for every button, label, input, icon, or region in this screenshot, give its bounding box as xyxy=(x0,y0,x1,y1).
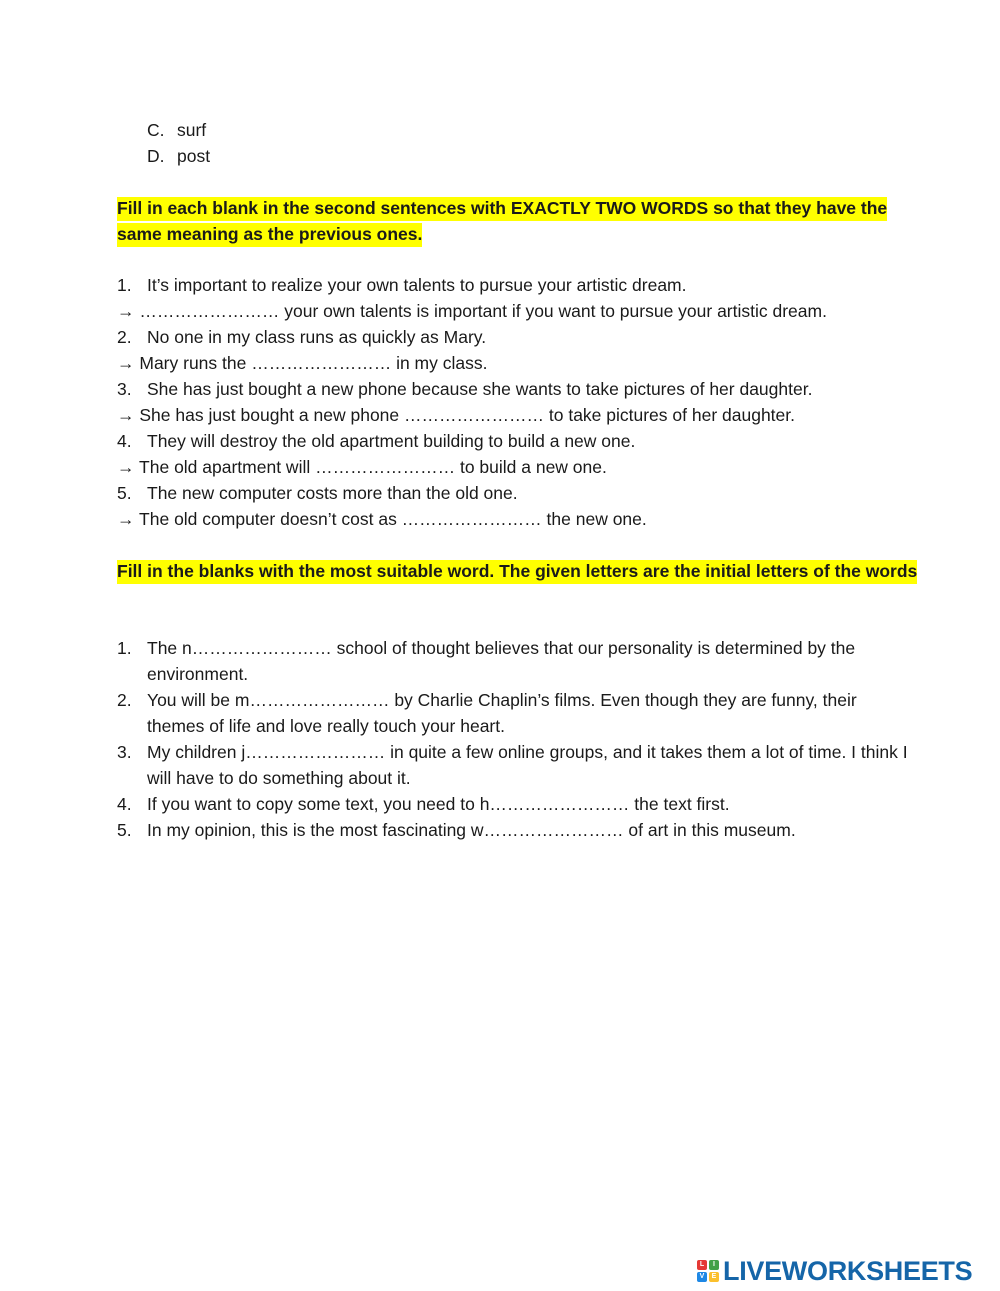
item-number: 1. xyxy=(117,638,132,658)
option-letter: D. xyxy=(147,146,165,166)
item-sentence: If you want to copy some text, you need to h…………………… the text first. xyxy=(147,794,730,814)
item-sentence: She has just bought a new phone because she wants to take pictures of her daughter. xyxy=(147,379,813,399)
item-number: 2. xyxy=(117,690,132,710)
item-number: 5. xyxy=(117,483,132,503)
item-sentence: No one in my class runs as quickly as Mary. xyxy=(147,327,487,347)
option-text: surf xyxy=(177,120,207,140)
item-sentence: The new computer costs more than the old one. xyxy=(147,483,518,503)
item-sentence: They will destroy the old apartment building to build a new one. xyxy=(147,431,636,451)
item-number: 3. xyxy=(117,379,132,399)
section2-instruction xyxy=(117,558,927,584)
rewrite-sentence: → She has just bought a new phone …………………… to take pictures of her daughter. xyxy=(117,405,795,425)
logo-block: E xyxy=(709,1272,719,1282)
logo-block: V xyxy=(697,1272,707,1282)
item-number: 5. xyxy=(117,820,132,840)
highlighted-instruction: Fill in the blanks with the most suitable word. The given letters are the initial letters of the words xyxy=(117,560,917,584)
item-number: 1. xyxy=(117,275,132,295)
s2-item-1-text: The n…………………… school of thought believes that our personality is determined by the environment. xyxy=(147,638,856,684)
highlighted-instruction: Fill in each blank in the second sentences with EXACTLY TWO WORDS so that they have the same meaning as the previous ones. xyxy=(117,197,887,247)
logo-text: LIVEWORKSHEETS xyxy=(723,1256,973,1286)
item-number: 4. xyxy=(117,794,132,814)
option-letter: C. xyxy=(147,120,165,140)
item-sentence: It’s important to realize your own talents to pursue your artistic dream. xyxy=(147,275,687,295)
liveworksheets-logo xyxy=(697,1254,972,1288)
section1-instruction xyxy=(117,195,927,247)
rewrite-sentence: → Mary runs the …………………… in my class. xyxy=(117,353,488,373)
item-number: 2. xyxy=(117,327,132,347)
item-sentence: In my opinion, this is the most fascinating w…………………… of art in this museum. xyxy=(147,820,796,840)
logo-block: L xyxy=(697,1260,707,1270)
option-text: post xyxy=(177,146,211,166)
rewrite-sentence: → The old apartment will …………………… to build a new one. xyxy=(117,457,607,477)
s2-item-2-text: You will be m…………………… by Charlie Chaplin’s films. Even though they are funny, their themes of life and love really touch your heart. xyxy=(147,690,857,736)
item-number: 3. xyxy=(117,742,132,762)
logo-blocks-icon xyxy=(697,1260,719,1282)
item-number: 4. xyxy=(117,431,132,451)
rewrite-sentence: → …………………… your own talents is important if you want to pursue your artistic dream. xyxy=(117,301,827,321)
rewrite-sentence: → The old computer doesn’t cost as …………………… the new one. xyxy=(117,509,647,529)
s2-item-3-text: My children j…………………… in quite a few online groups, and it takes them a lot of time. I think I will have to do something about it. xyxy=(147,742,908,788)
logo-block: I xyxy=(709,1260,719,1270)
